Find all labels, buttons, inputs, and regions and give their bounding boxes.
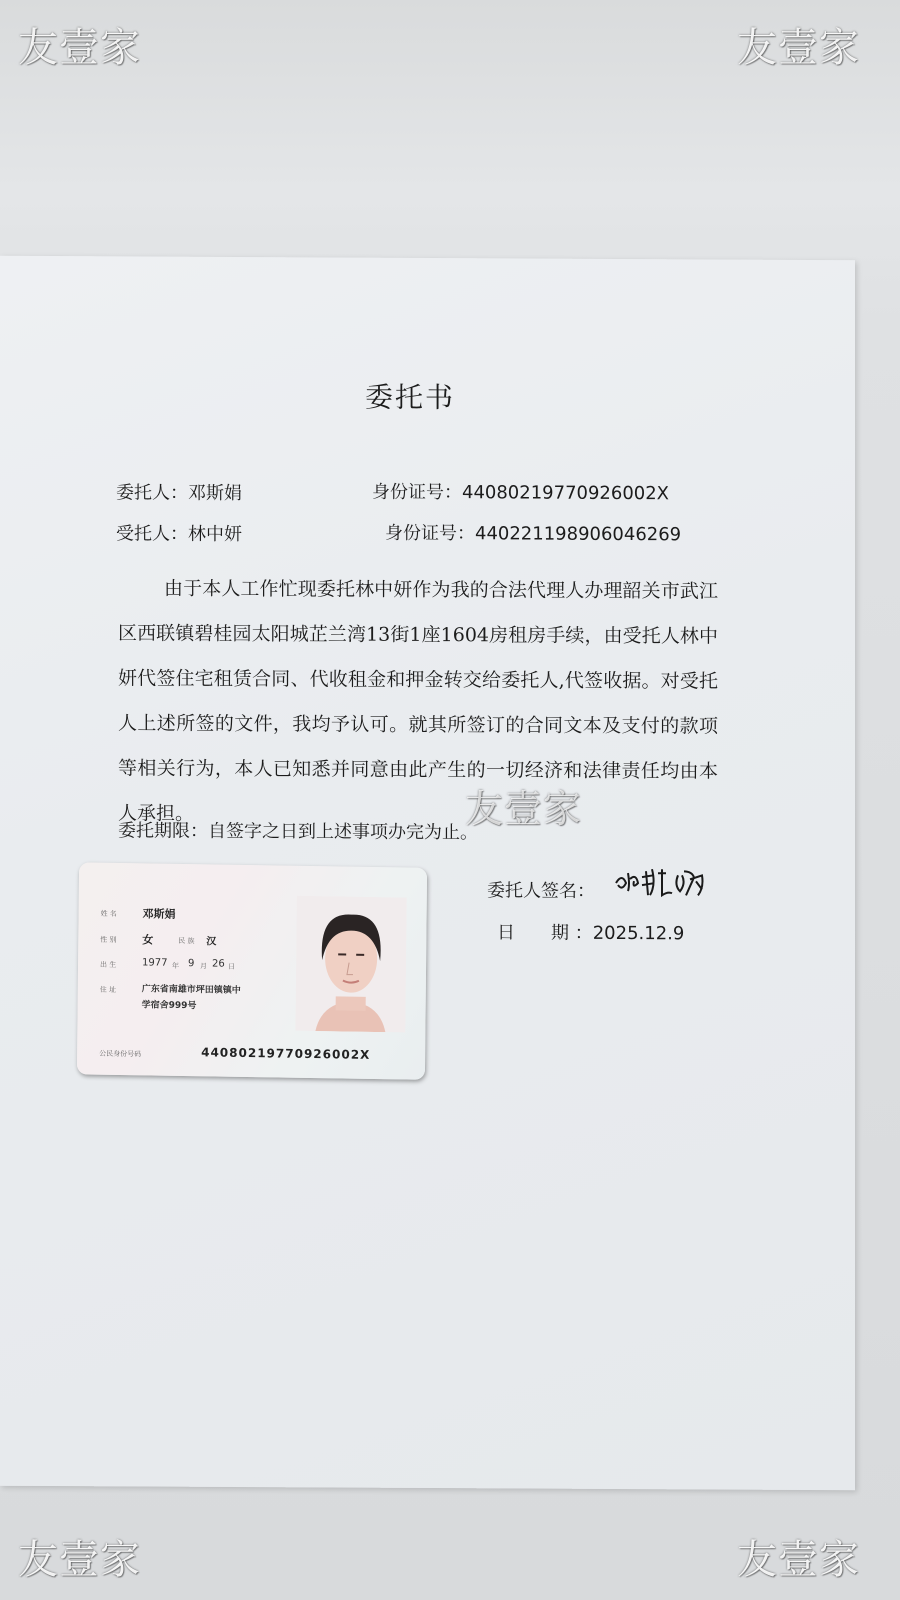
authorization-term: 委托期限：自签字之日到上述事项办完为止。 [118, 820, 478, 844]
date-label-first: 日 [497, 922, 515, 944]
id-birth-month: 9 [188, 958, 195, 970]
id-sex-label: 性 别 [100, 935, 117, 944]
id-address-label: 住 址 [99, 985, 117, 994]
document-paper [0, 256, 855, 1490]
principal-id: 身份证号：44080219770926002X [372, 481, 670, 505]
watermark-top-left: 友壹家 [18, 25, 141, 71]
document-title: 委托书 [364, 380, 455, 415]
id-address-line2: 学宿舍999号 [141, 1000, 197, 1012]
watermark-bottom-left: 友壹家 [18, 1537, 141, 1583]
id-sex: 女 [142, 933, 154, 947]
date-label-second: 期 [551, 922, 569, 944]
handwritten-signature [612, 861, 712, 902]
id-number-label: 公民身份号码 [99, 1049, 142, 1059]
date-value: ：2025.12.9 [574, 922, 685, 945]
id-year-unit: 年 [172, 961, 180, 970]
id-birth-label: 出 生 [100, 960, 117, 969]
authorization-body: 由于本人工作忙现委托林中妍作为我的合法代理人办理韶关市武江区西联镇碧桂园太阳城芷兰湾13街1座1604房租房手续，由受托人林中妍代签住宅租赁合同、代收租金和押金转交给委托人,代签收据。对受托人上述所签的文件，我均予认可。就其所签订的合同文本及支付的款项等相关行为，本人已知悉并同意由此产生的一切经济和法律责任均由本人承担。 [118, 577, 718, 825]
id-day-unit: 日 [228, 962, 236, 971]
principal-name: 委托人：邓斯娟 [116, 482, 242, 505]
signature-label: 委托人签名： [487, 880, 595, 902]
id-month-unit: 月 [200, 962, 208, 971]
date-row [497, 918, 684, 945]
id-card-image [77, 862, 427, 1079]
id-address-line1: 广东省南雄市坪田镇镇中 [141, 984, 241, 996]
id-name-label: 姓 名 [100, 909, 117, 918]
agent-id: 身份证号：440221198906046269 [385, 522, 682, 546]
id-birth-year: 1977 [142, 957, 168, 969]
watermark-middle: 友壹家 [465, 787, 583, 831]
watermark-top-right: 友壹家 [737, 25, 860, 71]
id-ethnicity-label: 民 族 [178, 936, 195, 946]
id-portrait-photo [295, 896, 406, 1033]
id-name: 邓斯娟 [142, 907, 176, 921]
watermark-bottom-right: 友壹家 [737, 1537, 860, 1583]
id-birth-day: 26 [212, 958, 225, 970]
id-ethnicity: 汉 [206, 936, 217, 948]
agent-name: 受托人：林中妍 [116, 523, 242, 546]
id-number: 44080219770926002X [201, 1045, 371, 1062]
